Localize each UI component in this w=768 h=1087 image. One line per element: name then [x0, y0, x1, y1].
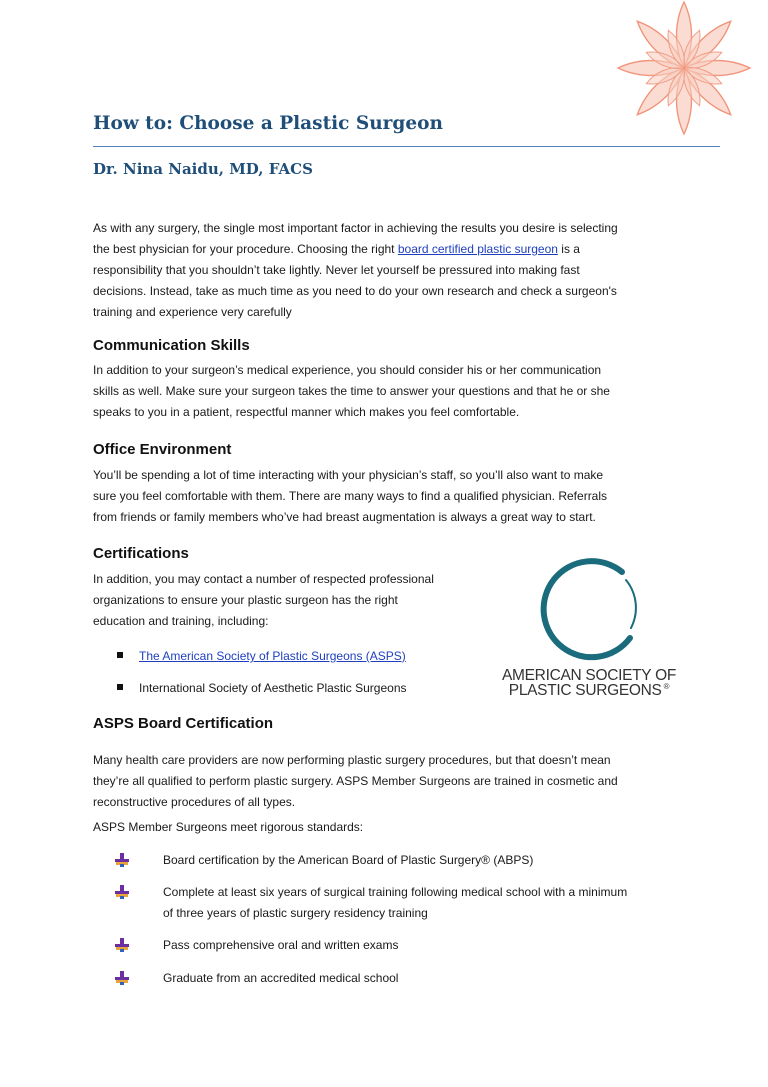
- board-certified-surgeon-link[interactable]: board certified plastic surgeon: [397, 242, 558, 256]
- standard-text: Board certification by the American Board of Plastic Surgery® (ABPS): [163, 853, 534, 867]
- asps-paragraph: [93, 750, 693, 813]
- paragraph-line: You’ll be spending a lot of time interacting with your physician’s staff, so you’ll also want to make: [93, 468, 604, 482]
- asps-logo-line1: AMERICAN SOCIETY OF: [501, 667, 676, 684]
- standard-text: of three years of plastic surgery residency training: [163, 906, 428, 920]
- intro-text: the best physician for your procedure. Choosing the right: [93, 242, 398, 256]
- standard-text: Complete at least six years of surgical training following medical school with a minimum: [163, 885, 628, 899]
- office-heading: Office Environment: [93, 441, 232, 458]
- paragraph-line: skills as well. Make sure your surgeon takes the time to answer your questions and that he or she: [93, 384, 610, 398]
- asps-certification-heading: ASPS Board Certification: [93, 715, 274, 732]
- intro-line: decisions. Instead, take as much time as you need to do your own research and check a surgeon's: [93, 284, 617, 298]
- certifications-paragraph: [93, 569, 473, 632]
- communication-heading: Communication Skills: [93, 337, 250, 354]
- paragraph-line: In addition, you may contact a number of respected professional: [93, 572, 434, 586]
- asps-ring-icon: [534, 558, 644, 670]
- registered-mark: ®: [663, 682, 670, 691]
- paragraph-line: organizations to ensure your plastic surgeon has the right: [93, 593, 398, 607]
- paragraph-line: ASPS Member Surgeons meet rigorous standards:: [93, 820, 364, 834]
- intro-line: training and experience very carefully: [93, 305, 292, 319]
- author-subtitle: Dr. Nina Naidu, MD, FACS: [93, 160, 313, 178]
- communication-paragraph: [93, 360, 693, 423]
- intro-line: [93, 239, 693, 260]
- intro-paragraph: [93, 218, 693, 323]
- arrow-bullet-icon: [115, 938, 129, 952]
- arrow-bullet-icon: [115, 885, 129, 899]
- arrow-bullet-icon: [115, 971, 129, 985]
- standard-text: Graduate from an accredited medical school: [163, 971, 399, 985]
- paragraph-line: speaks to you in a patient, respectful manner which makes you feel comfortable.: [93, 405, 520, 419]
- asps-logo: [494, 558, 684, 703]
- standard-text: Pass comprehensive oral and written exams: [163, 938, 399, 952]
- paragraph-line: education and training, including:: [93, 614, 269, 628]
- title-divider: [93, 146, 720, 147]
- standards-intro: [93, 817, 693, 838]
- page-title: How to: Choose a Plastic Surgeon: [93, 113, 443, 134]
- arrow-bullet-icon: [115, 853, 129, 867]
- intro-line: As with any surgery, the single most important factor in achieving the results you desire is selecting: [93, 221, 618, 235]
- paragraph-line: In addition to your surgeon’s medical experience, you should consider his or her communication: [93, 363, 602, 377]
- square-bullet-icon: [117, 684, 123, 690]
- square-bullet-icon: [117, 652, 123, 658]
- intro-text: is a: [557, 242, 580, 256]
- office-paragraph: [93, 465, 693, 528]
- paragraph-line: Many health care providers are now performing plastic surgery procedures, but that doesn’t mean: [93, 753, 611, 767]
- intro-line: responsibility that you shouldn’t take lightly. Never let yourself be pressured into making fast: [93, 263, 580, 277]
- isaps-label: International Society of Aesthetic Plastic Surgeons: [139, 681, 407, 695]
- flower-ornament-icon: [608, 0, 760, 136]
- paragraph-line: they’re all qualified to perform plastic surgery. ASPS Member Surgeons are trained in cosmetic and: [93, 774, 618, 788]
- asps-logo-line2: [494, 682, 684, 700]
- asps-link[interactable]: The American Society of Plastic Surgeons (ASPS): [139, 649, 406, 663]
- paragraph-line: from friends or family members who’ve had breast augmentation is always a great way to start.: [93, 510, 596, 524]
- certifications-heading: Certifications: [93, 545, 189, 562]
- paragraph-line: reconstructive procedures of all types.: [93, 795, 296, 809]
- paragraph-line: sure you feel comfortable with them. There are many ways to find a qualified physician. Referrals: [93, 489, 608, 503]
- asps-logo-wordmark: PLASTIC SURGEONS: [508, 682, 662, 699]
